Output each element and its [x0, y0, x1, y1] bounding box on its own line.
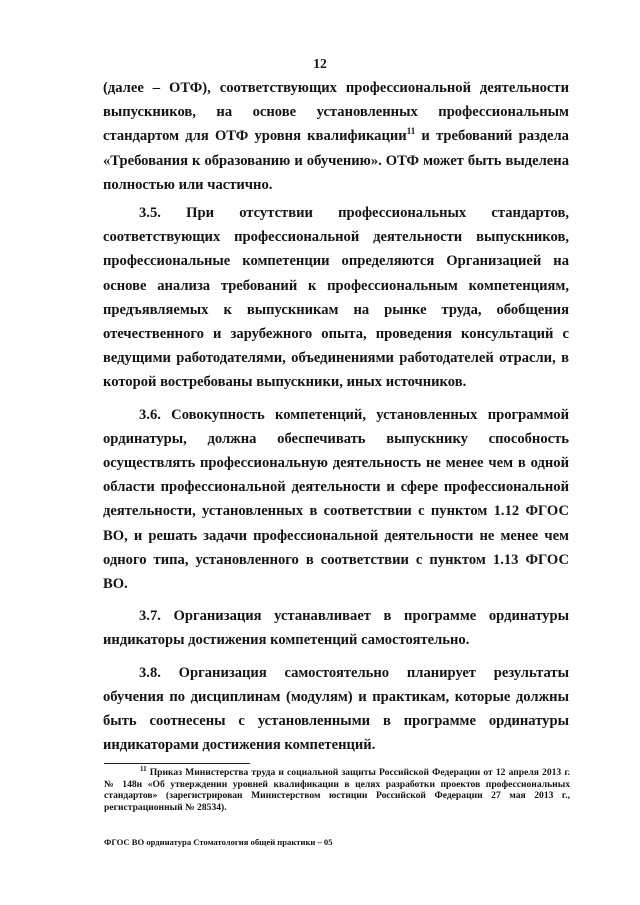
body-text	[103, 76, 569, 757]
footnote-11	[104, 767, 570, 813]
running-footer: ФГОС ВО ординатура Стоматология общей практики – 05	[104, 837, 333, 847]
footnote-divider	[104, 763, 250, 764]
footnote-reference: 11	[406, 126, 416, 137]
paragraph-3-8: 3.8. Организация самостоятельно планирует результаты обучения по дисциплинам (модулям) и практикам, которые должны быть соотнесены с установленными в программе ординатуры индикаторами достижения компетенций.	[103, 664, 569, 754]
paragraph-text-after-footnote: и требований раздела «Требования к образованию и обучению». ОТФ может быть выделена полностью или частично.	[103, 128, 569, 193]
paragraph-3-5: 3.5. При отсутствии профессиональных стандартов, соответствующих профессиональной деятельности выпускников, профессиональные компетенции определяются Организацией на основе анализа требований к профессиональным компетенциям, предъявляемых к выпускникам на рынке труда, обобщения отечественного и зарубежного опыта, проведения консультаций с ведущими работодателями, объединениями работодателей отрасли, в которой востребованы выпускники, иных источников.	[103, 205, 569, 391]
paragraph-3-7: 3.7. Организация устанавливает в программе ординатуры индикаторы достижения компетенций самостоятельно.	[103, 608, 569, 649]
footnote-text: Приказ Министерства труда и социальной защиты Российской Федерации от 12 апреля 2013 г. № 148н «Об утверждении уровней квалификации в целях разработки проектов профессиональных стандартов» (зарегистрирован Министерством юстиции Российской Федерации 27 мая 2013 г., регистрационный № 28534).	[104, 767, 570, 813]
paragraph-otf-continuation	[103, 76, 569, 197]
page-number: 12	[313, 56, 327, 71]
paragraph-3-6: 3.6. Совокупность компетенций, установленных программой ординатуры, должна обеспечивать выпускнику способность осуществлять профессиональную деятельность не менее чем в одной области профессиональной деятельности и сфере профессиональной деятельности, установленных в соответствии с пунктом 1.12 ФГОС ВО, и решать задачи профессиональной деятельности не менее чем одного типа, установленного в соответствии с пунктом 1.13 ФГОС ВО.	[103, 406, 569, 593]
footnote-number: 11	[140, 765, 147, 773]
paragraph-text: (далее – ОТФ), соответствующих профессиональной деятельности выпускников, на основе установленных профессиональным стандартом для ОТФ уровня квалификации	[103, 80, 569, 145]
